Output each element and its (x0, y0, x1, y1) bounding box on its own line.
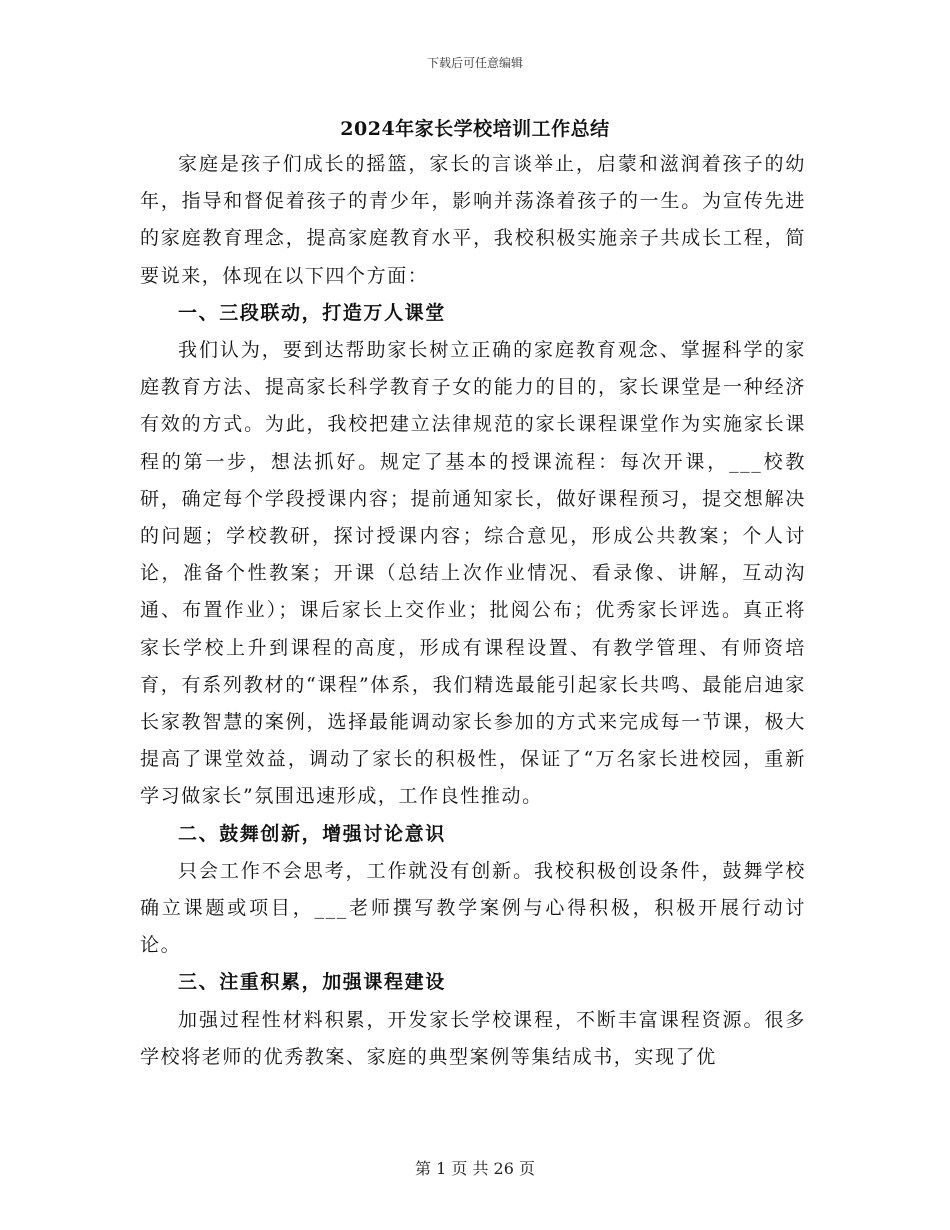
document-body (140, 146, 806, 1076)
page-title: 2024年家长学校培训工作总结 (340, 118, 610, 140)
section-heading-3: 三、注重积累，加强课程建设 (178, 971, 446, 994)
page-number-footer: 第 1 页 共 26 页 (415, 1159, 535, 1178)
paragraph-section-2: 只会工作不会思考，工作就没有创新。我校积极创设条件，鼓舞学校确立课题或项目，___老师撰写教学案例与心得积极，积极开展行动讨论。 (140, 859, 806, 957)
paragraph-section-3: 加强过程性材料积累，开发家长学校课程，不断丰富课程资源。很多学校将老师的优秀教案、家庭的典型案例等集结成书，实现了优 (140, 1008, 806, 1068)
section-heading-1: 一、三段联动，打造万人课堂 (178, 301, 446, 324)
paragraph-intro: 家庭是孩子们成长的摇篮，家长的言谈举止，启蒙和滋润着孩子的幼年，指导和督促着孩子的青少年，影响并荡涤着孩子的一生。为宣传先进的家庭教育理念，提高家庭教育水平，我校积极实施亲子共成长工程，简要说来，体现在以下四个方面： (140, 153, 806, 287)
paragraph-section-1: 我们认为，要到达帮助家长树立正确的家庭教育观念、掌握科学的家庭教育方法、提高家长科学教育子女的能力的目的，家长课堂是一种经济有效的方式。为此，我校把建立法律规范的家长课程课堂作为实施家长课程的第一步，想法抓好。规定了基本的授课流程：每次开课，___校教研，确定每个学段授课内容；提前通知家长，做好课程预习，提交想解决的问题；学校教研，探讨授课内容；综合意见，形成公共教案；个人讨论，准备个性教案；开课（总结上次作业情况、看录像、讲解，互动沟通、布置作业）；课后家长上交作业；批阅公布；优秀家长评选。真正将家长学校上升到课程的高度，形成有课程设置、有教学管理、有师资培育，有系列教材的“课程”体系，我们精选最能引起家长共鸣、最能启迪家长家教智慧的案例，选择最能调动家长参加的方式来完成每一节课，极大提高了课堂效益，调动了家长的积极性，保证了“万名家长进校园，重新学习做家长”氛围迅速形成，工作良性推动。 (140, 339, 806, 808)
section-heading-2: 二、鼓舞创新，增强讨论意识 (178, 822, 446, 845)
page-header-note: 下载后可任意编辑 (426, 56, 523, 70)
